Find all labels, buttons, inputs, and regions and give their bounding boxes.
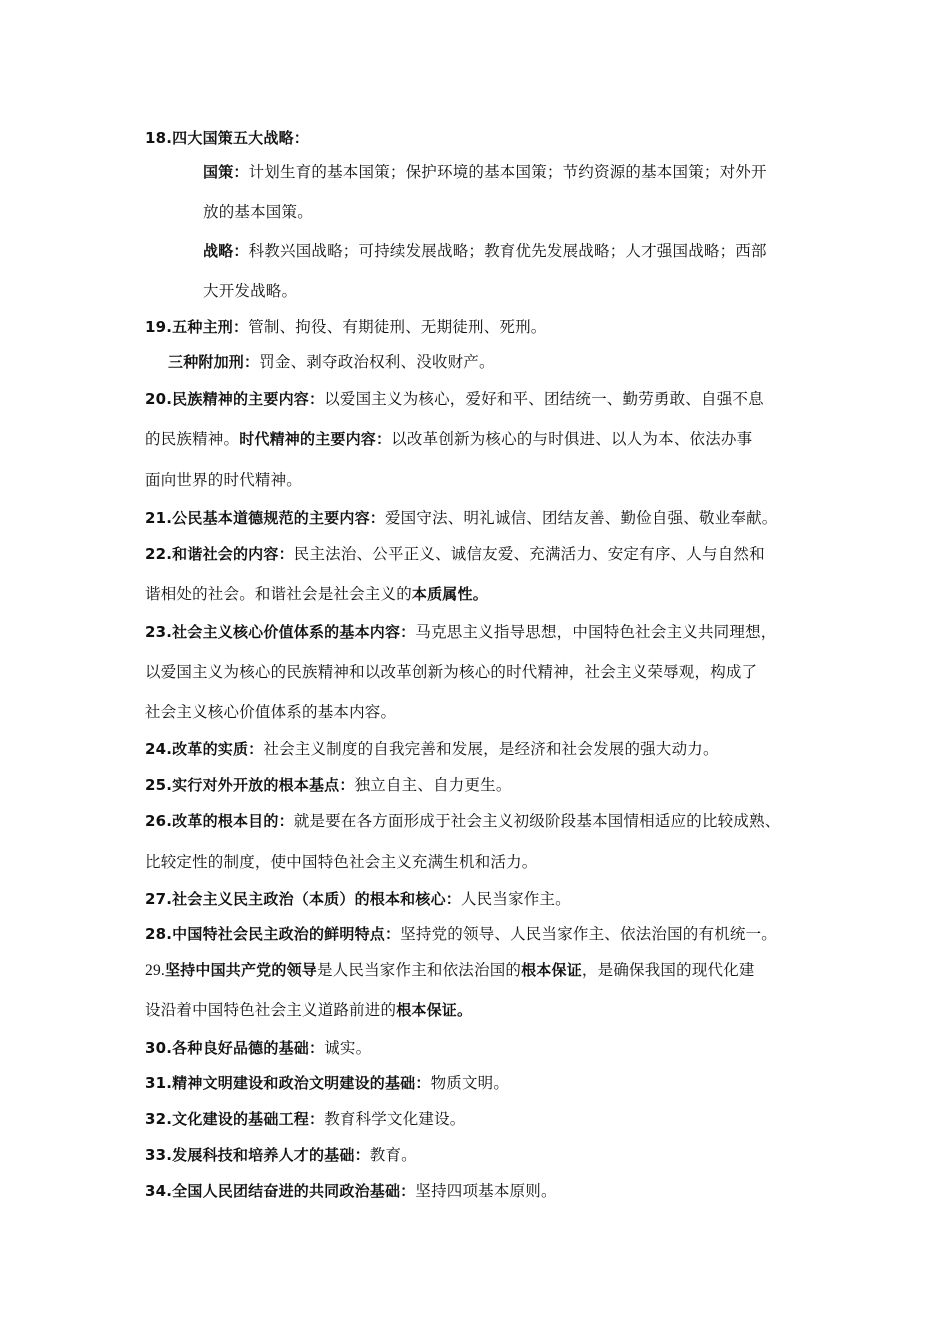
item-26-line2 [145,851,825,873]
item-33-line [145,1144,825,1166]
guoce-text-2: 放的基本国策。 [203,203,313,221]
item-31-line [145,1072,825,1094]
item-26-title: 26.改革的根本目的： [145,812,294,830]
item-22-line1 [145,543,825,565]
item-24-title: 24.改革的实质： [145,740,264,758]
item-20-text-1: 以爱国主义为核心，爱好和平、团结统一、勤劳勇敢、自强不息 [324,390,764,408]
item-19-title: 19.五种主刑： [145,318,249,336]
item-29-text-3: 设沿着中国特色社会主义道路前进的 [145,1001,397,1019]
item-29-line2 [145,999,825,1021]
item-29-text-1: 是人民当家作主和依法治国的 [317,961,522,979]
item-27-line [145,888,825,910]
item-19-line2 [168,351,825,373]
zhanlue-text-1: 科教兴国战略；可持续发展战略；教育优先发展战略；人才强国战略；西部 [248,242,767,260]
item-28-text: 坚持党的领导、人民当家作主、依法治国的有机统一。 [400,925,777,943]
item-32-text: 教育科学文化建设。 [324,1110,466,1128]
item-22-title: 22.和谐社会的内容： [145,545,294,563]
item-26-text-1: 就是要在各方面形成于社会主义初级阶段基本国情相适应的比较成熟、 [293,812,781,830]
item-30-title: 30.各种良好品德的基础： [145,1039,325,1057]
item-18-guoce-line1 [203,161,825,183]
guoce-label: 国策： [203,163,249,181]
item-20-text-2b: 以改革创新为核心的与时俱进、以人为本、依法办事 [391,430,753,448]
item-21-title: 21.公民基本道德规范的主要内容： [145,509,385,527]
item-27-title: 27.社会主义民主政治（本质）的根本和核心： [145,890,461,908]
item-34-title: 34.全国人民团结奋进的共同政治基础： [145,1182,416,1200]
item-26-text-2: 比较定性的制度，使中国特色社会主义充满生机和活力。 [145,853,538,871]
zhanlue-label: 战略： [203,242,249,260]
item-20-title: 20.民族精神的主要内容： [145,390,325,408]
item-23-line3 [145,701,825,723]
item-30-line [145,1037,825,1059]
item-23-text-3: 社会主义核心价值体系的基本内容。 [145,703,397,721]
item-32-title: 32.文化建设的基础工程： [145,1110,325,1128]
item-22-text-1: 民主法治、公平正义、诚信友爱、充满活力、安定有序、人与自然和 [293,545,765,563]
item-33-title: 33.发展科技和培养人才的基础： [145,1146,370,1164]
item-30-text: 诚实。 [324,1039,372,1057]
item-29-bold-1: 坚持中国共产党的领导 [164,961,317,979]
item-23-title: 23.社会主义核心价值体系的基本内容： [145,623,416,641]
item-20-line1 [145,388,825,410]
item-22-text-2: 谐相处的社会。和谐社会是社会主义的 [145,585,412,603]
item-25-text: 独立自主、自力更生。 [354,776,512,794]
item-18-zhanlue-line2 [203,280,825,302]
item-23-text-1: 马克思主义指导思想，中国特色社会主义共同理想， [415,623,777,641]
item-20-line3 [145,469,825,491]
item-28-line [145,923,825,945]
item-29-bold-2: 根本保证 [521,961,582,979]
item-20-line2 [145,428,825,450]
item-26-line1 [145,810,825,832]
item-18-zhanlue-line1 [203,240,825,262]
item-19-text: 管制、拘役、有期徒刑、无期徒刑、死刑。 [248,318,547,336]
item-21-line [145,507,825,529]
item-24-line [145,738,825,760]
item-19-line1 [145,316,825,338]
item-28-title: 28.中国特社会民主政治的鲜明特点： [145,925,401,943]
item-19-sub-label: 三种附加刑： [168,353,260,371]
guoce-text-1: 计划生育的基本国策；保护环境的基本国策；节约资源的基本国策；对外开 [248,163,767,181]
item-23-line1 [145,621,825,643]
item-24-text: 社会主义制度的自我完善和发展，是经济和社会发展的强大动力。 [263,740,719,758]
item-31-text: 物质文明。 [430,1074,510,1092]
item-25-title: 25.实行对外开放的根本基点： [145,776,355,794]
item-20-text-3: 面向世界的时代精神。 [145,471,303,489]
item-29-text-2: ，是确保我国的现代化建 [581,961,755,979]
item-29-number: 29. [145,962,165,979]
item-23-line2 [145,661,825,683]
item-18-heading [145,127,825,149]
item-33-text: 教育。 [369,1146,417,1164]
item-20-label-2: 时代精神的主要内容： [239,430,392,448]
item-23-text-2: 以爱国主义为核心的民族精神和以改革创新为核心的时代精神，社会主义荣辱观，构成了 [145,663,758,681]
item-29-line1 [145,959,825,982]
item-18-title: 18.四大国策五大战略： [145,129,309,147]
item-22-line2 [145,583,825,605]
item-27-text: 人民当家作主。 [460,890,571,908]
item-19-sub-text: 罚金、剥夺政治权利、没收财产。 [259,353,495,371]
item-20-text-2a: 的民族精神。 [145,430,240,448]
item-25-line [145,774,825,796]
zhanlue-text-2: 大开发战略。 [203,282,298,300]
item-34-line [145,1180,825,1202]
item-22-bold-2: 本质属性。 [411,585,488,603]
item-29-bold-3: 根本保证。 [396,1001,473,1019]
item-21-text: 爱国守法、明礼诚信、团结友善、勤俭自强、敬业奉献。 [384,509,778,527]
item-32-line [145,1108,825,1130]
item-34-text: 坚持四项基本原则。 [415,1182,557,1200]
item-31-title: 31.精神文明建设和政治文明建设的基础： [145,1074,431,1092]
item-18-guoce-line2 [203,201,825,223]
